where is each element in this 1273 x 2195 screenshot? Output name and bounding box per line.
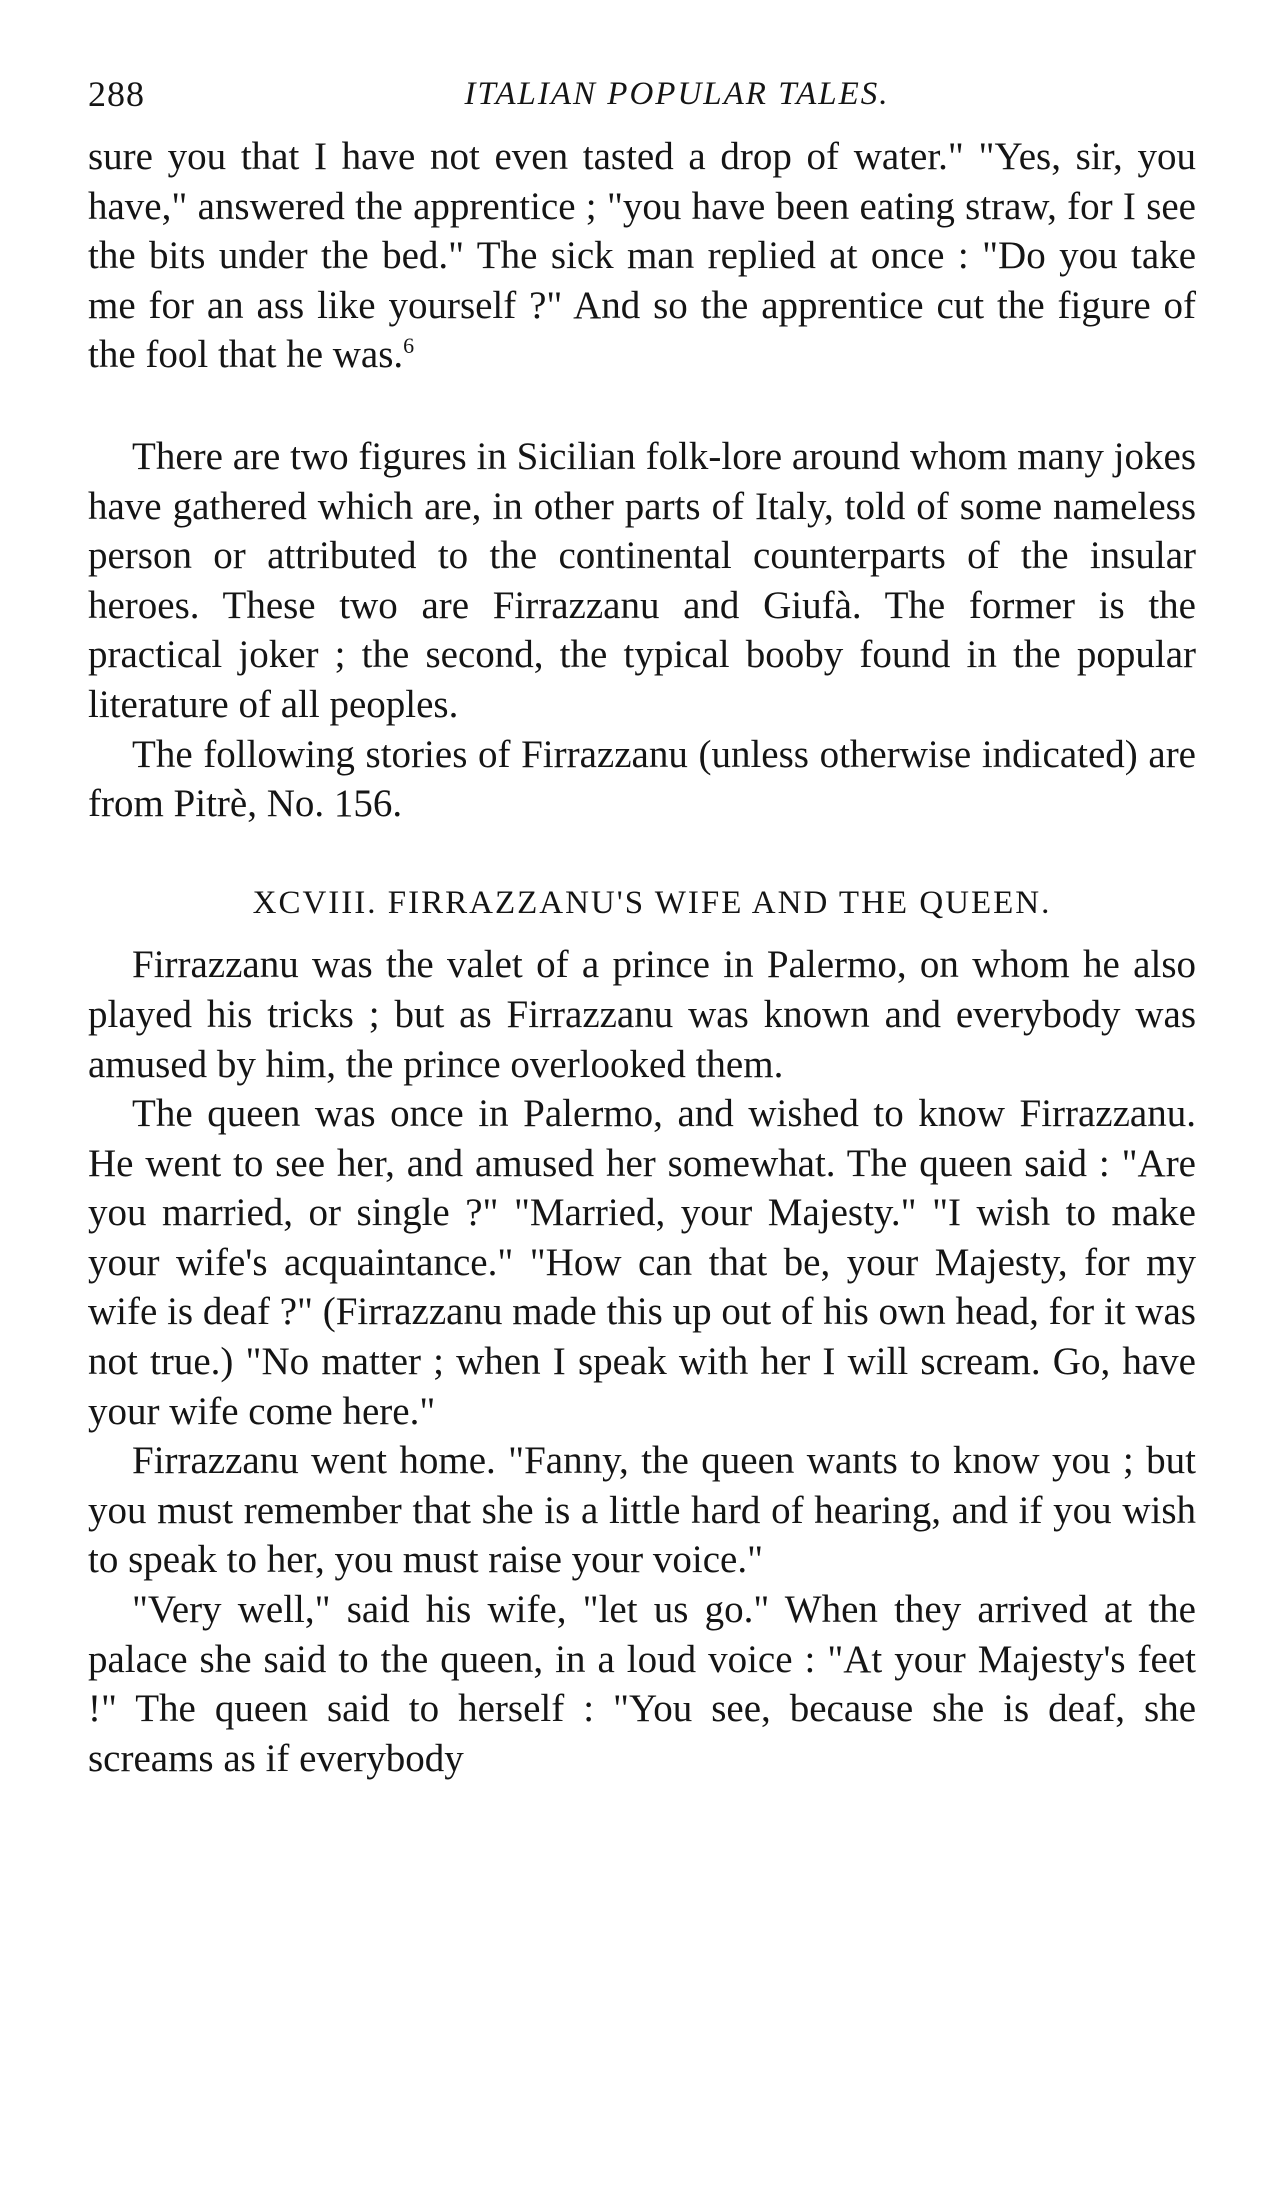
paragraph-folklore-figures: There are two figures in Sicilian folk-lore around whom many jokes have gathered which are, in other parts of Italy, told of some nameless person or attributed to the continental counterparts of the insular heroes. These two are Firrazzanu and Giufà. The former is the practical joker ; the second, the typical booby found in the popular literature of all peoples. [88, 434, 1196, 726]
paragraph-continued-text: sure you that I have not even tasted a drop of water." "Yes, sir, you have," answered the apprentice ; "you have been eating straw, for I see the bits under the bed." The sick man replied at once : "Do you take me for an ass like yourself ?" And so the apprentice cut the figure of the fool that he was. [88, 135, 1196, 377]
chapter-paragraph-1: Firrazzanu was the valet of a prince in Palermo, on whom he also played his tricks ; but as Firrazzanu was known and everybody was amused by him, the prince overlooked them. [88, 943, 1196, 1086]
chapter-paragraph-2: The queen was once in Palermo, and wished to know Firrazzanu. He went to see her, and amused her somewhat. The queen said : "Are you married, or single ?" "Married, your Majesty." "I wish to make your wife's acquaintance." "How can that be, your Majesty, for my wife is deaf ?" (Firrazzanu made this up out of his own head, for it was not true.) "No matter ; when I speak with her I will scream. Go, have your wife come here." [88, 1092, 1196, 1433]
chapter-paragraph-4: "Very well," said his wife, "let us go." When they arrived at the palace she said to the queen, in a loud voice : "At your Majesty's feet !" The queen said to herself : "You see, because she is deaf, she screams as if everybody [88, 1588, 1196, 1780]
page-number: 288 [88, 74, 145, 114]
chapter-gap [88, 829, 1196, 879]
footnote-marker: 6 [403, 333, 415, 359]
paragraph-continued [88, 132, 1196, 380]
running-title: ITALIAN POPULAR TALES. [464, 76, 890, 112]
section-break [88, 380, 1196, 432]
chapter-paragraph-3: Firrazzanu went home. "Fanny, the queen wants to know you ; but you must remember that she is a little hard of hearing, and if you wish to speak to her, you must raise your voice." [88, 1439, 1196, 1582]
book-page [88, 70, 1196, 1783]
paragraph-source-note: The following stories of Firrazzanu (unless otherwise indicated) are from Pitrè, No. 156. [88, 732, 1196, 826]
running-head [88, 70, 1196, 122]
chapter-heading: XCVIII. FIRRAZZANU'S WIFE AND THE QUEEN. [252, 884, 1052, 921]
